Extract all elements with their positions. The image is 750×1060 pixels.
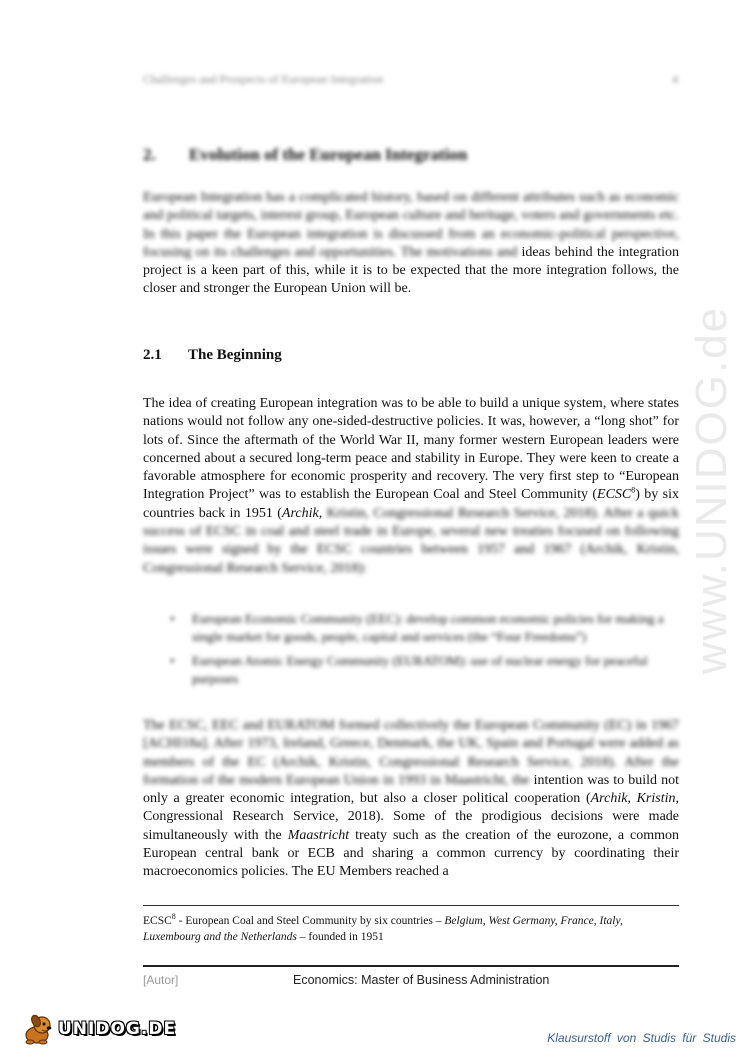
subsection-heading [143,347,282,364]
beginning-paragraph [143,395,679,578]
list-item [170,652,680,688]
footnote-sup: 8 [171,912,176,922]
intro-blurred-text: European Integration has a complicated history, based on different attributes such as economic and political targets, interest group, European culture and heritage, voters and governments etc. In this paper the European integration is discussed from an economic-political perspective, focusing on its challenges and opportunities. The motivations and [143,190,679,260]
para-blurred-text: Kristin, Congressional Research Service, 2018). After a quick success of ECSC in coal and steel trade in Europe, several new treaties focused on following issues were signed by the ECSC countries between 1957 and 1967 (Archik, Kristin, Congressional Research Service, 2018): [143,505,679,576]
footnote-text-b: – founded in 1951 [296,931,384,943]
logo-text: UNIDOG.DE [58,1019,177,1039]
footnote-divider [143,905,679,906]
list-item-text: European Atomic Energy Community (EURATOM): use of nuclear energy for peaceful purposes [192,653,648,686]
footnote-text-a: - European Coal and Steel Community by six countries – [175,915,445,927]
footer-divider [143,965,679,967]
footnote-label: ECSC [143,915,172,927]
subsection-number: 2.1 [143,347,162,363]
unidog-logo[interactable] [22,1012,176,1046]
footnote [143,913,679,945]
footer-course: Economics: Master of Business Administration [293,973,550,987]
footer-author: [Autor] [143,973,179,987]
para3-text-a: intention was to build not only a greater economic integration, but also a closer political cooperation ( [143,772,679,807]
citation-archik: Archik, [281,505,323,521]
section-number: 2. [143,145,156,164]
subsection-title: The Beginning [188,347,282,363]
list-item-text: European Economic Community (EEC): develop common economic policies for making a single market for goods, people, capital and services (the “Four Freedoms”) [192,611,664,644]
header-title: Challenges and Prospects of European Integration [143,72,384,86]
footnote-ref: 8 [631,485,636,495]
running-header [143,72,678,87]
intro-visible-text: ideas behind the integration project is a keen part of this, while it is to be expected that the more integration follows, the closer and stronger the European Union will be. [143,244,680,297]
maastricht-term: Maastricht [287,827,350,843]
para3-blurred-text: The ECSC, EEC and EURATOM formed collectively the European Community (EC) in 1967 [ACHI18a]. After 1973, Ireland, Greece, Denmark, the UK, Spain and Portugal were added as members of the EC (Archik, Kristin, Congressional Research Service, 2018). After the formation of the modern European Union in 1993 in Maastricht, the [143,718,679,788]
citation-archik-kristin: Archik, Kristin [590,791,676,807]
list-item [170,610,680,646]
bullet-icon: • [170,653,175,668]
community-paragraph [143,717,679,882]
bullet-icon: • [170,611,175,626]
para-text-b: ) by six countries back in 1951 ( [143,487,679,521]
footnote-countries: Belgium, West Germany, France, Italy, Luxembourg and the Netherlands [143,915,623,943]
brand-tagline: Klausurstoff von Studis für Studis [547,1031,736,1045]
header-page-number: 4 [672,72,678,86]
section-heading [143,145,467,165]
para3-text-b: , Congressional Research Service, 2018). Some of the prodigious decisions were made simultaneously with the [143,791,679,843]
watermark: www.UNIDOG.de [687,305,736,675]
treaty-list [170,610,680,694]
ecsc-term: ECSC [597,487,632,503]
section-title: Evolution of the European Integration [189,145,468,164]
dog-icon [22,1012,56,1046]
para-text-a: The idea of creating European integration was to be able to build a unique system, where states nations would not follow any one-sided-destructive policies. It was, however, a “long shot” for lots of. Since the aftermath of the World War II, many former western European leaders were concerned about a secured long-term peace and stability in Europe. They were keen to create a favorable atmosphere for economic prosperity and recovery. The very first step to “European Integration Project” was to establish the European Coal and Steel Community ( [143,396,679,503]
section-intro-paragraph [143,189,679,299]
para3-text-c: treaty such as the creation of the eurozone, a common European central bank or ECB and sharing a common currency by coordinating their macroeconomics policies. The EU Members reached a [143,827,680,880]
